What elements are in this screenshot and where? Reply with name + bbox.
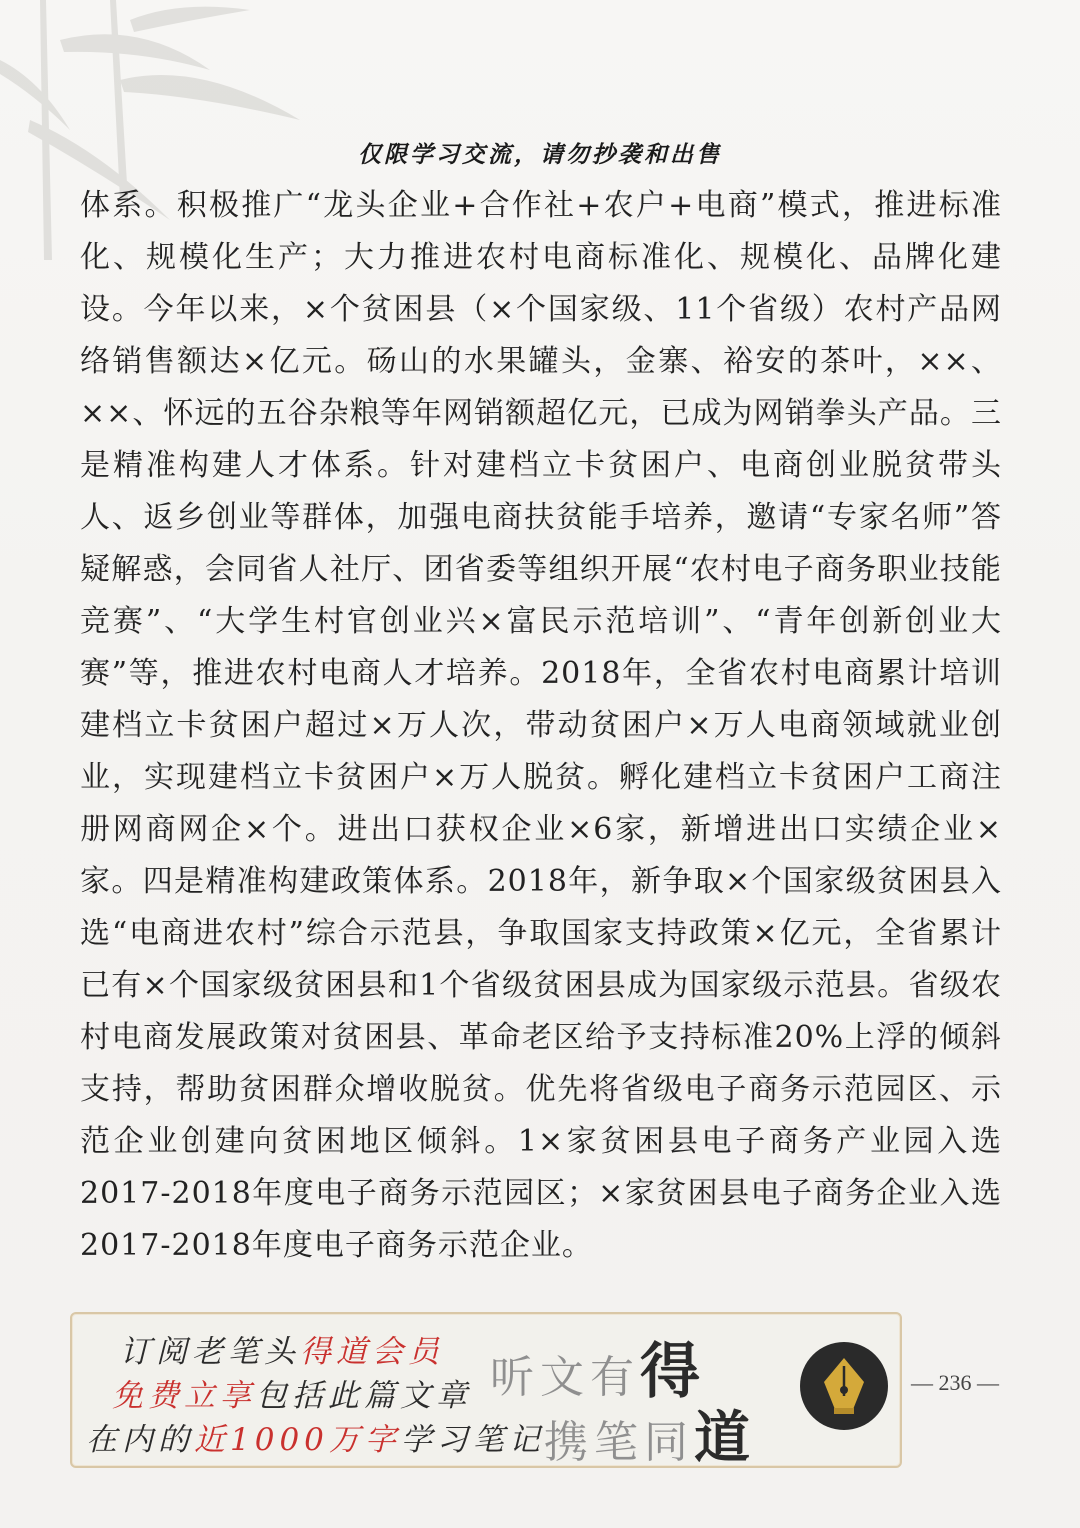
slogan-emphasis: 道 xyxy=(694,1405,756,1471)
slogan-emphasis: 得 xyxy=(640,1337,706,1407)
slogan-text: 听文有 xyxy=(490,1352,640,1403)
banner-text: 在内的 xyxy=(86,1422,194,1458)
page-number: — 236 — xyxy=(911,1370,999,1395)
body-paragraph: 体系。积极推广“龙头企业+合作社+农户+电商”模式，推进标准化、规模化生产；大力推进农村电商标准化、规模化、品牌化建设。今年以来，×个贫困县（×个国家级、11个省级）农村产品网络销售额达×亿元。砀山的水果罐头，金寨、裕安的茶叶，××、××、怀远的五谷杂粮等年网销额超亿元，已成为网销拳头产品。三是精准构建人才体系。针对建档立卡贫困户、电商创业脱贫带头人、返乡创业等群体，加强电商扶贫能手培养，邀请“专家名师”答疑解惑，会同省人社厅、团省委等组织开展“农村电子商务职业技能竞赛”、“大学生村官创业兴×富民示范培训”、“青年创新创业大赛”等，推进农村电商人才培养。2018年，全省农村电商累计培训建档立卡贫困户超过×万人次，带动贫困户×万人电商领域就业创业，实现建档立卡贫困户×万人脱贫。孵化建档立卡贫困户工商注册网商网企×个。进出口获权企业×6家，新增进出口实绩企业×家。四是精准构建政策体系。2018年，新争取×个国家级贫困县入选“电商进农村”综合示范县，争取国家支持政策×亿元，全省累计已有×个国家级贫困县和1个省级贫困县成为国家级示范县。省级农村电商发展政策对贫困县、革命老区给予支持标准20%上浮的倾斜支持，帮助贫困群众增收脱贫。优先将省级电子商务示范园区、示范企业创建向贫困地区倾斜。1×家贫困县电子商务产业园入选2017-2018年度电子商务示范园区；×家贫困县电子商务企业入选2017-2018年度电子商务示范企业。 xyxy=(80,188,1002,1263)
banner-line-1 xyxy=(120,1326,444,1371)
banner-text: 订阅老笔头 xyxy=(120,1334,300,1370)
banner-line-3 xyxy=(86,1414,545,1459)
banner-highlight: 近1000万字 xyxy=(194,1422,401,1458)
banner-highlight: 免费立享 xyxy=(112,1378,256,1414)
slogan-text: 携笔同 xyxy=(544,1417,694,1468)
banner-line-2 xyxy=(112,1370,472,1415)
banner-highlight: 得道会员 xyxy=(300,1334,444,1370)
copyright-notice: 仅限学习交流，请勿抄袭和出售 xyxy=(358,141,722,168)
banner-text: 包括此篇文章 xyxy=(256,1378,472,1414)
body-text xyxy=(80,180,1002,1272)
banner-text: 学习笔记 xyxy=(400,1422,545,1458)
subscription-banner[interactable] xyxy=(70,1312,902,1471)
fountain-pen-nib-icon xyxy=(818,1356,870,1416)
brand-logo xyxy=(800,1342,888,1430)
banner-slogan-2 xyxy=(544,1394,756,1474)
